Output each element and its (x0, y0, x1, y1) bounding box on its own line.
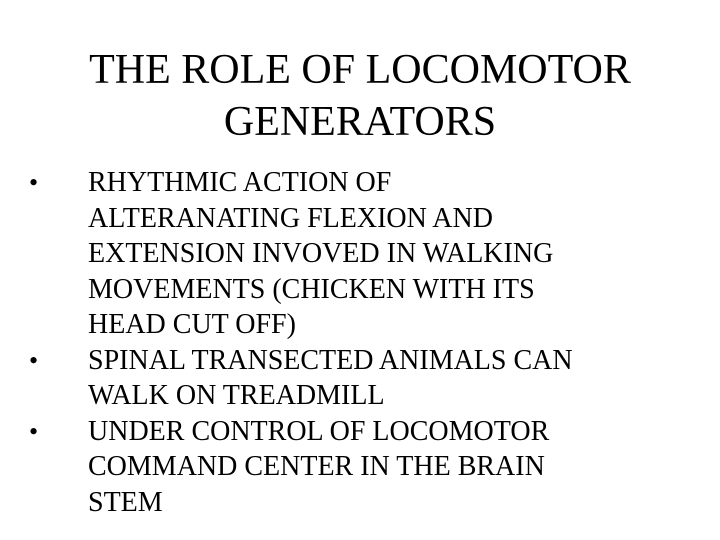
bullet-text-line: STEM (88, 486, 163, 518)
bullet-text-line: MOVEMENTS (CHICKEN WITH ITS (88, 273, 535, 305)
slide-title-line: GENERATORS (223, 99, 497, 145)
bullet-text-line: HEAD CUT OFF) (88, 309, 296, 340)
bullet-icon: • (29, 416, 39, 446)
bullet-text-line: COMMAND CENTER IN THE BRAIN (88, 451, 545, 482)
bullet-text-line: ALTERANATING FLEXION AND (88, 202, 493, 234)
slide-title-line: THE ROLE OF LOCOMOTOR (89, 47, 631, 93)
bullet-list (26, 165, 706, 520)
bullet-text-line: EXTENSION INVOVED IN WALKING (88, 238, 554, 269)
bullet-icon: • (29, 345, 39, 375)
bullet-item (26, 165, 706, 343)
bullet-text-line: UNDER CONTROL OF LOCOMOTOR (88, 415, 550, 447)
bullet-text-line: SPINAL TRANSECTED ANIMALS CAN (88, 344, 573, 376)
slide-title (0, 44, 720, 148)
bullet-text-line: RHYTHMIC ACTION OF (88, 167, 392, 198)
bullet-icon: • (29, 168, 39, 197)
bullet-item (26, 343, 706, 414)
bullet-text-line: WALK ON TREADMILL (88, 380, 385, 411)
bullet-item (26, 414, 706, 521)
